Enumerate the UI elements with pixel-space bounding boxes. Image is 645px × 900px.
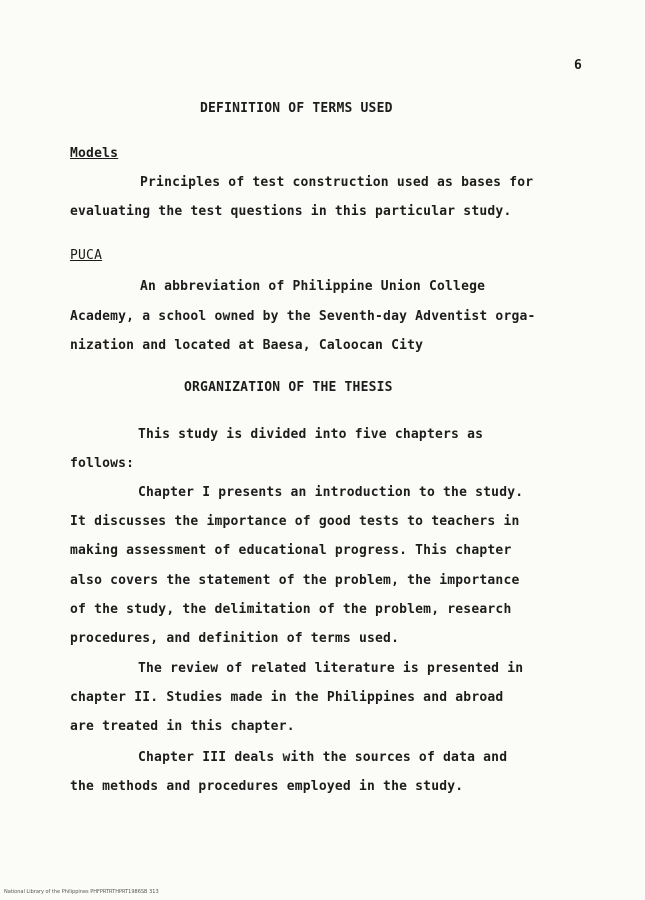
- chapter-1-line-1: Chapter I presents an introduction to the study.: [138, 485, 524, 500]
- puca-definition-line-1: An abbreviation of Philippine Union College: [140, 279, 486, 294]
- library-footer: National Library of the Philippines PHFPRTRTHPRT1986SB 313: [4, 889, 159, 895]
- organization-intro-line-1: This study is divided into five chapters as: [138, 427, 484, 442]
- chapter-1-line-5: of the study, the delimitation of the problem, research: [70, 602, 512, 617]
- organization-intro-line-2: follows:: [70, 456, 135, 471]
- chapter-1-line-6: procedures, and definition of terms used.: [70, 631, 400, 646]
- chapter-3-line-2: the methods and procedures employed in the study.: [70, 779, 464, 794]
- term-puca: PUCA: [70, 248, 103, 263]
- chapter-3-line-1: Chapter III deals with the sources of data and: [138, 750, 508, 765]
- chapter-2-line-3: are treated in this chapter.: [70, 719, 295, 734]
- term-models: Models: [70, 146, 119, 161]
- heading-definition-of-terms: DEFINITION OF TERMS USED: [200, 101, 393, 116]
- page-number: 6: [574, 58, 583, 73]
- puca-definition-line-3: nization and located at Baesa, Caloocan City: [70, 338, 424, 353]
- chapter-2-line-1: The review of related literature is presented in: [138, 661, 524, 676]
- chapter-1-line-3: making assessment of educational progress. This chapter: [70, 543, 512, 558]
- chapter-2-line-2: chapter II. Studies made in the Philippines and abroad: [70, 690, 504, 705]
- chapter-1-line-2: It discusses the importance of good tests to teachers in: [70, 514, 520, 529]
- models-definition-line-1: Principles of test construction used as bases for: [140, 175, 534, 190]
- models-definition-line-2: evaluating the test questions in this particular study.: [70, 204, 512, 219]
- puca-definition-line-2: Academy, a school owned by the Seventh-day Adventist orga-: [70, 309, 536, 324]
- chapter-1-line-4: also covers the statement of the problem, the importance: [70, 573, 520, 588]
- heading-organization-of-thesis: ORGANIZATION OF THE THESIS: [184, 380, 393, 395]
